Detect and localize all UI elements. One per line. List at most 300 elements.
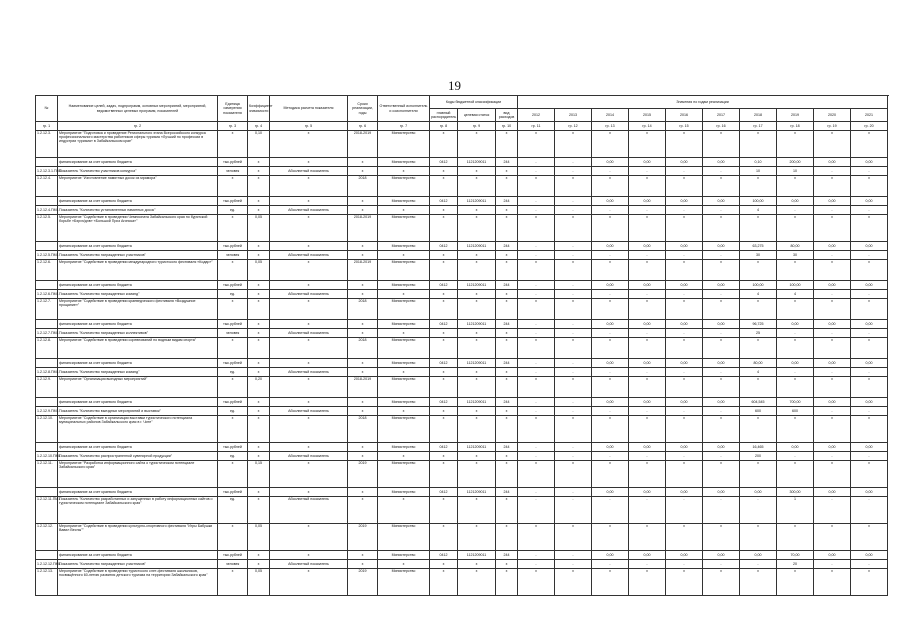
- table-cell: -: [851, 290, 888, 299]
- table-cell: -: [518, 290, 555, 299]
- table-cell: 244: [496, 398, 518, 407]
- table-cell: -: [666, 251, 703, 260]
- table-cell: х: [703, 299, 740, 320]
- table-cell: 1.2.12.11.: [36, 461, 58, 488]
- table-cell: Министерство: [378, 524, 430, 551]
- table-cell: ед.: [218, 290, 248, 299]
- table-cell: [36, 488, 58, 497]
- table-cell: 0,00: [703, 488, 740, 497]
- table-cell: -: [851, 251, 888, 260]
- table-cell: финансирование за счет краевого бюджета: [58, 242, 218, 251]
- table-row: [36, 416, 888, 443]
- table-cell: -: [518, 497, 555, 524]
- table-cell: 1.2.12.4.ПМ1: [36, 206, 58, 215]
- table-cell: -: [703, 290, 740, 299]
- table-cell: 0,00: [666, 443, 703, 452]
- table-cell: 300,00: [777, 488, 814, 497]
- table-row: [36, 443, 888, 452]
- table-cell: 0,00: [629, 443, 666, 452]
- table-cell: -: [814, 452, 851, 461]
- table-cell: х: [458, 569, 496, 596]
- table-cell: х: [430, 176, 458, 197]
- table-cell: ед.: [218, 368, 248, 377]
- table-cell: тыс.рублей: [218, 443, 248, 452]
- table-cell: х: [458, 131, 496, 158]
- column-number-cell: гр. 14: [629, 122, 666, 131]
- table-cell: -: [703, 368, 740, 377]
- table-cell: 1121209011: [458, 281, 496, 290]
- table-cell: 1.2.12.12.ПМ1: [36, 560, 58, 569]
- table-cell: 0,00: [851, 242, 888, 251]
- table-cell: х: [378, 206, 430, 215]
- table-cell: 96,725: [740, 320, 777, 329]
- table-cell: 1.2.12.7.ПМ1: [36, 329, 58, 338]
- table-cell: х: [270, 359, 348, 368]
- table-row: [36, 242, 888, 251]
- table-cell: 0,00: [629, 359, 666, 368]
- table-cell: -: [851, 329, 888, 338]
- column-number-cell: гр. 19: [814, 122, 851, 131]
- table-cell: х: [496, 206, 518, 215]
- column-number-cell: гр. 9: [458, 122, 496, 131]
- table-row: [36, 260, 888, 281]
- table-cell: 0,00: [740, 488, 777, 497]
- table-cell: -: [555, 443, 592, 452]
- table-cell: х: [851, 416, 888, 443]
- table-cell: -: [629, 251, 666, 260]
- table-cell: 1.2.12.5.: [36, 215, 58, 242]
- table-cell: х: [629, 524, 666, 551]
- table-cell: 0,00: [666, 398, 703, 407]
- table-cell: 0,00: [629, 551, 666, 560]
- table-cell: Министерство: [378, 416, 430, 443]
- table-cell: -: [592, 206, 629, 215]
- table-cell: х: [592, 377, 629, 398]
- table-cell: х: [430, 452, 458, 461]
- table-cell: 0,00: [703, 281, 740, 290]
- table-cell: -: [555, 551, 592, 560]
- table-cell: -: [555, 359, 592, 368]
- table-cell: х: [248, 488, 270, 497]
- table-cell: 1.2.12.11.ПМ1: [36, 497, 58, 524]
- table-cell: 100,00: [740, 197, 777, 206]
- table-cell: х: [592, 176, 629, 197]
- table-cell: х: [740, 131, 777, 158]
- table-cell: финансирование за счет краевого бюджета: [58, 197, 218, 206]
- table-cell: 1121209011: [458, 443, 496, 452]
- table-cell: Министерство: [378, 176, 430, 197]
- column-number-cell: гр. 4: [248, 122, 270, 131]
- table-cell: х: [458, 299, 496, 320]
- table-cell: Министерство: [378, 443, 430, 452]
- table-cell: 244: [496, 197, 518, 206]
- table-cell: -: [703, 560, 740, 569]
- header-name: Наименование целей, задач, подпрограмм, основных мероприятий, мероприятий, ведомственных целевых программ, показателей: [58, 96, 218, 122]
- table-cell: -: [814, 206, 851, 215]
- table-cell: Показатель "Количество установленных памятных досок": [58, 206, 218, 215]
- table-cell: х: [248, 407, 270, 416]
- table-cell: х: [378, 497, 430, 524]
- table-cell: х: [555, 299, 592, 320]
- table-cell: -: [592, 167, 629, 176]
- table-row: [36, 407, 888, 416]
- table-cell: х: [518, 569, 555, 596]
- table-cell: 0,00: [851, 320, 888, 329]
- table-cell: х: [348, 452, 378, 461]
- table-cell: х: [378, 290, 430, 299]
- table-cell: 0,05: [248, 569, 270, 596]
- table-cell: Мероприятие "Разработка информационного сайта о туристическом потенциале Забайкальского края": [58, 461, 218, 488]
- table-cell: 244: [496, 551, 518, 560]
- table-cell: х: [777, 461, 814, 488]
- table-cell: х: [777, 569, 814, 596]
- table-cell: х: [248, 329, 270, 338]
- table-cell: 0,00: [703, 320, 740, 329]
- column-number-cell: гр. 20: [851, 122, 888, 131]
- column-number-cell: гр. 7: [378, 122, 430, 131]
- column-number-cell: гр. 5: [270, 122, 348, 131]
- table-cell: х: [348, 407, 378, 416]
- table-cell: х: [430, 569, 458, 596]
- table-cell: х: [740, 338, 777, 359]
- table-cell: 100,00: [777, 281, 814, 290]
- table-cell: 0,00: [592, 551, 629, 560]
- table-cell: -: [666, 368, 703, 377]
- table-cell: х: [592, 569, 629, 596]
- table-cell: х: [814, 461, 851, 488]
- table-cell: Министерство: [378, 488, 430, 497]
- table-row: [36, 461, 888, 488]
- table-cell: х: [703, 416, 740, 443]
- table-cell: х: [496, 524, 518, 551]
- table-cell: х: [458, 407, 496, 416]
- table-cell: х: [218, 131, 248, 158]
- header-year: 2018: [740, 109, 777, 122]
- table-cell: х: [740, 524, 777, 551]
- table-cell: 1121209011: [458, 320, 496, 329]
- table-cell: -: [555, 197, 592, 206]
- table-cell: 0412: [430, 398, 458, 407]
- table-cell: -: [814, 290, 851, 299]
- table-cell: 600: [740, 407, 777, 416]
- table-cell: х: [378, 452, 430, 461]
- table-cell: 0,00: [851, 488, 888, 497]
- table-cell: 0,00: [666, 551, 703, 560]
- program-table-container: [35, 95, 880, 596]
- table-cell: 2019: [348, 461, 378, 488]
- table-cell: х: [814, 569, 851, 596]
- table-cell: -: [703, 407, 740, 416]
- table-cell: х: [218, 338, 248, 359]
- table-cell: х: [458, 461, 496, 488]
- table-cell: финансирование за счет краевого бюджета: [58, 488, 218, 497]
- table-cell: 2018-2019: [348, 131, 378, 158]
- table-cell: х: [777, 377, 814, 398]
- table-cell: х: [666, 416, 703, 443]
- header-kbk-sub: целевая статья: [458, 109, 496, 122]
- table-cell: х: [348, 398, 378, 407]
- table-cell: х: [378, 368, 430, 377]
- table-cell: -: [518, 551, 555, 560]
- table-cell: 0,05: [248, 260, 270, 281]
- table-cell: Абсолютный показатель: [270, 560, 348, 569]
- table-cell: х: [218, 569, 248, 596]
- table-cell: х: [518, 338, 555, 359]
- table-cell: Абсолютный показатель: [270, 497, 348, 524]
- table-row: [36, 398, 888, 407]
- table-cell: 0,00: [592, 398, 629, 407]
- table-cell: тыс.рублей: [218, 158, 248, 167]
- table-cell: -: [703, 206, 740, 215]
- table-cell: 1.2.12.12.: [36, 524, 58, 551]
- table-cell: х: [666, 131, 703, 158]
- table-cell: х: [248, 443, 270, 452]
- table-cell: х: [851, 377, 888, 398]
- table-cell: х: [458, 452, 496, 461]
- table-cell: х: [496, 452, 518, 461]
- table-cell: Мероприятие "Содействие в проведении соревнований по водным видам спорта": [58, 338, 218, 359]
- header-kbk-group: Коды бюджетной классификации: [430, 96, 518, 109]
- table-cell: Абсолютный показатель: [270, 206, 348, 215]
- table-cell: ед.: [218, 407, 248, 416]
- table-cell: х: [248, 242, 270, 251]
- table-cell: 4: [777, 290, 814, 299]
- table-cell: 1.2.12.9.ПМ1: [36, 407, 58, 416]
- table-cell: 0,00: [666, 242, 703, 251]
- table-cell: 0,00: [703, 242, 740, 251]
- table-cell: -: [555, 398, 592, 407]
- table-cell: 2019: [348, 524, 378, 551]
- table-cell: 600: [777, 407, 814, 416]
- table-cell: х: [430, 416, 458, 443]
- table-cell: х: [518, 299, 555, 320]
- table-cell: финансирование за счет краевого бюджета: [58, 551, 218, 560]
- table-cell: Показатель "Количество награжденных участников": [58, 560, 218, 569]
- table-cell: Министерство: [378, 260, 430, 281]
- table-cell: 0,00: [777, 359, 814, 368]
- table-cell: -: [555, 497, 592, 524]
- table-cell: х: [777, 131, 814, 158]
- column-number-cell: гр. 6: [348, 122, 378, 131]
- table-cell: х: [218, 299, 248, 320]
- table-cell: х: [270, 461, 348, 488]
- table-cell: Мероприятие "Организация выездных мероприятий": [58, 377, 218, 398]
- table-cell: 30: [740, 251, 777, 260]
- table-cell: х: [348, 242, 378, 251]
- table-cell: х: [814, 377, 851, 398]
- table-cell: 0,10: [248, 131, 270, 158]
- table-cell: Показатель "Количество участников конкурса": [58, 167, 218, 176]
- table-cell: тыс.рублей: [218, 242, 248, 251]
- table-cell: х: [458, 338, 496, 359]
- table-cell: [36, 281, 58, 290]
- table-cell: 0,00: [814, 281, 851, 290]
- table-cell: х: [703, 377, 740, 398]
- table-cell: -: [666, 452, 703, 461]
- table-cell: 0,15: [248, 461, 270, 488]
- table-cell: х: [270, 260, 348, 281]
- column-number-cell: гр. 17: [740, 122, 777, 131]
- table-cell: х: [496, 215, 518, 242]
- table-row: [36, 524, 888, 551]
- table-cell: х: [218, 176, 248, 197]
- table-cell: х: [270, 551, 348, 560]
- table-cell: -: [703, 167, 740, 176]
- table-cell: х: [430, 260, 458, 281]
- table-cell: 2018: [348, 299, 378, 320]
- table-cell: х: [814, 338, 851, 359]
- table-cell: Министерство: [378, 242, 430, 251]
- table-cell: х: [629, 176, 666, 197]
- table-cell: х: [629, 299, 666, 320]
- table-cell: 80,00: [777, 242, 814, 251]
- table-cell: 1.2.12.3.1.ПМ1: [36, 167, 58, 176]
- table-cell: х: [348, 368, 378, 377]
- header-year: 2016: [666, 109, 703, 122]
- table-cell: -: [629, 167, 666, 176]
- table-cell: -: [851, 407, 888, 416]
- table-cell: х: [851, 260, 888, 281]
- table-cell: х: [430, 131, 458, 158]
- table-cell: финансирование за счет краевого бюджета: [58, 320, 218, 329]
- table-cell: х: [430, 206, 458, 215]
- table-cell: -: [592, 560, 629, 569]
- table-cell: х: [814, 131, 851, 158]
- table-cell: 0,00: [703, 197, 740, 206]
- table-cell: х: [348, 443, 378, 452]
- table-cell: тыс.рублей: [218, 488, 248, 497]
- table-cell: х: [430, 377, 458, 398]
- table-cell: Показатель "Количество распространенной сувенирной продукции": [58, 452, 218, 461]
- table-cell: 30: [777, 251, 814, 260]
- table-row: [36, 338, 888, 359]
- table-cell: 0,00: [629, 398, 666, 407]
- table-cell: х: [270, 131, 348, 158]
- table-cell: х: [666, 215, 703, 242]
- table-cell: 1.2.12.10.: [36, 416, 58, 443]
- table-cell: -: [703, 251, 740, 260]
- table-cell: -: [592, 251, 629, 260]
- table-cell: -: [851, 206, 888, 215]
- table-row: [36, 368, 888, 377]
- table-cell: х: [740, 416, 777, 443]
- table-cell: -: [518, 329, 555, 338]
- table-cell: Абсолютный показатель: [270, 167, 348, 176]
- table-cell: -: [592, 452, 629, 461]
- table-cell: 0412: [430, 242, 458, 251]
- table-cell: Мероприятие "Содействие в проведении туристского слет-фестиваля школьников, посвящённого 60-летию развития детского туризма на территории Забайкальского края": [58, 569, 218, 596]
- table-cell: -: [518, 206, 555, 215]
- table-cell: -: [777, 329, 814, 338]
- table-cell: х: [218, 524, 248, 551]
- table-cell: Показатель "Количество награжденных коллективов": [58, 329, 218, 338]
- table-cell: 25: [740, 329, 777, 338]
- table-cell: -: [703, 329, 740, 338]
- table-cell: х: [348, 560, 378, 569]
- table-cell: 4: [740, 290, 777, 299]
- table-row: [36, 215, 888, 242]
- table-cell: финансирование за счет краевого бюджета: [58, 158, 218, 167]
- table-cell: Министерство: [378, 398, 430, 407]
- table-cell: -: [518, 443, 555, 452]
- table-cell: тыс.рублей: [218, 197, 248, 206]
- table-cell: х: [629, 215, 666, 242]
- table-cell: х: [430, 251, 458, 260]
- table-cell: х: [458, 290, 496, 299]
- table-cell: Министерство: [378, 359, 430, 368]
- table-row: [36, 359, 888, 368]
- table-cell: -: [666, 407, 703, 416]
- table-cell: -: [629, 452, 666, 461]
- table-cell: 0,00: [592, 158, 629, 167]
- table-cell: -: [518, 407, 555, 416]
- table-cell: Министерство: [378, 281, 430, 290]
- table-cell: х: [555, 176, 592, 197]
- table-cell: 0,10: [740, 158, 777, 167]
- table-cell: х: [248, 416, 270, 443]
- table-cell: х: [777, 176, 814, 197]
- table-cell: 1.2.12.7.: [36, 299, 58, 320]
- table-cell: [36, 320, 58, 329]
- table-cell: -: [592, 329, 629, 338]
- table-cell: х: [218, 215, 248, 242]
- table-cell: 0,00: [814, 197, 851, 206]
- table-cell: х: [430, 497, 458, 524]
- table-cell: х: [348, 329, 378, 338]
- table-cell: х: [777, 338, 814, 359]
- table-cell: 1.2.12.10.ПМ1: [36, 452, 58, 461]
- table-cell: -: [555, 320, 592, 329]
- table-cell: х: [851, 461, 888, 488]
- table-cell: х: [592, 461, 629, 488]
- table-cell: 0,00: [814, 242, 851, 251]
- table-cell: 0,00: [851, 197, 888, 206]
- table-cell: х: [666, 461, 703, 488]
- table-cell: 2018-2019: [348, 377, 378, 398]
- table-cell: -: [666, 497, 703, 524]
- table-cell: -: [592, 497, 629, 524]
- table-cell: х: [592, 215, 629, 242]
- table-cell: х: [270, 242, 348, 251]
- table-cell: х: [851, 299, 888, 320]
- table-cell: х: [496, 260, 518, 281]
- table-cell: х: [814, 176, 851, 197]
- table-cell: х: [270, 416, 348, 443]
- table-cell: 16,465: [740, 443, 777, 452]
- table-cell: [36, 443, 58, 452]
- table-cell: х: [496, 377, 518, 398]
- table-cell: 0,00: [777, 320, 814, 329]
- table-cell: х: [629, 377, 666, 398]
- table-cell: х: [378, 167, 430, 176]
- table-cell: х: [270, 320, 348, 329]
- table-cell: 0412: [430, 551, 458, 560]
- column-number-cell: гр. 1: [36, 122, 58, 131]
- table-cell: х: [666, 176, 703, 197]
- table-row: [36, 197, 888, 206]
- table-cell: х: [555, 569, 592, 596]
- table-cell: х: [740, 260, 777, 281]
- table-cell: 2018: [348, 338, 378, 359]
- table-cell: 0,00: [629, 281, 666, 290]
- table-cell: ед.: [218, 452, 248, 461]
- table-cell: 0,00: [851, 281, 888, 290]
- header-year: 2017: [703, 109, 740, 122]
- table-cell: х: [430, 407, 458, 416]
- table-cell: 1: [777, 497, 814, 524]
- header-coef: Коэффициент значимости: [248, 96, 270, 122]
- table-cell: 0,00: [666, 359, 703, 368]
